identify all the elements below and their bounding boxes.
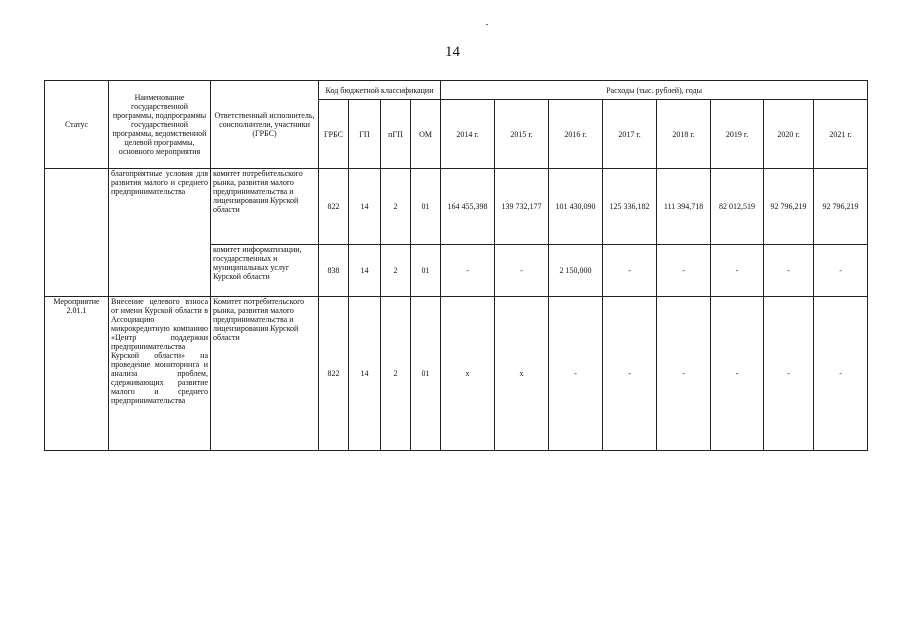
header-year-2016: 2016 г. <box>549 100 603 169</box>
cell-pgp: 2 <box>381 297 411 451</box>
cell-2020: - <box>764 297 814 451</box>
cell-om: 01 <box>411 169 441 245</box>
header-status: Статус <box>45 81 109 169</box>
cell-om: 01 <box>411 297 441 451</box>
row-executor: комитет информатизации, государственных и муниципальных услуг Курской области <box>211 245 319 297</box>
header-year-2019: 2019 г. <box>711 100 764 169</box>
header-code-om: ОМ <box>411 100 441 169</box>
header-year-2021: 2021 г. <box>814 100 868 169</box>
row-name: Внесение целевого взноса от имени Курской области в Ассоциацию микрокредитную компанию «Центр поддержки предпринимательства Курской области» на проведение мониторинга и анализа проблем, сдерживающих развитие малого и среднего предпринимательства <box>109 297 211 451</box>
table-row <box>45 169 868 245</box>
cell-2015: 139 732,177 <box>495 169 549 245</box>
cell-grbs: 838 <box>319 245 349 297</box>
cell-2014: 164 455,398 <box>441 169 495 245</box>
cell-2018: 111 394,718 <box>657 169 711 245</box>
cell-2016: - <box>549 297 603 451</box>
budget-table <box>44 80 868 451</box>
cell-2019: - <box>711 245 764 297</box>
cell-2015: x <box>495 297 549 451</box>
header-year-2014: 2014 г. <box>441 100 495 169</box>
cell-2017: 125 336,182 <box>603 169 657 245</box>
cell-2021: - <box>814 297 868 451</box>
header-code-grbs: ГРБС <box>319 100 349 169</box>
header-year-2015: 2015 г. <box>495 100 549 169</box>
cell-pgp: 2 <box>381 245 411 297</box>
table-row <box>45 297 868 451</box>
cell-2015: - <box>495 245 549 297</box>
cell-2017: - <box>603 245 657 297</box>
header-name: Наименование государственной программы, подпрограммы государственной программы, ведомственной целевой программы, основного мероприятия <box>109 81 211 169</box>
header-year-2018: 2018 г. <box>657 100 711 169</box>
header-executor: Ответственный исполнитель, соисполнители, участники (ГРБС) <box>211 81 319 169</box>
cell-2018: - <box>657 245 711 297</box>
cell-grbs: 822 <box>319 169 349 245</box>
scan-speck <box>486 24 488 25</box>
cell-2020: 92 796,219 <box>764 169 814 245</box>
header-code-gp: ГП <box>349 100 381 169</box>
cell-2018: - <box>657 297 711 451</box>
row-status <box>45 169 109 297</box>
header-year-2017: 2017 г. <box>603 100 657 169</box>
cell-2021: - <box>814 245 868 297</box>
page-number: 14 <box>445 44 460 60</box>
cell-2014: x <box>441 297 495 451</box>
cell-2017: - <box>603 297 657 451</box>
cell-2020: - <box>764 245 814 297</box>
header-budget-code: Код бюджетной классификации <box>319 81 441 100</box>
cell-2019: 82 012,519 <box>711 169 764 245</box>
cell-grbs: 822 <box>319 297 349 451</box>
header-code-pgp: пГП <box>381 100 411 169</box>
cell-gp: 14 <box>349 169 381 245</box>
cell-pgp: 2 <box>381 169 411 245</box>
cell-2014: - <box>441 245 495 297</box>
row-executor: Комитет потребительского рынка, развития малого предпринимательства и лицензирования Курской области <box>211 297 319 451</box>
header-row-1 <box>45 81 868 100</box>
cell-2016: 101 430,090 <box>549 169 603 245</box>
cell-gp: 14 <box>349 297 381 451</box>
row-name: благоприятные условия для развития малого и среднего предпринимательства <box>109 169 211 297</box>
cell-om: 01 <box>411 245 441 297</box>
cell-2021: 92 796,219 <box>814 169 868 245</box>
cell-2019: - <box>711 297 764 451</box>
row-executor: комитет потребительского рынка, развития малого предпринимательства и лицензирования Курской области <box>211 169 319 245</box>
header-expenses: Расходы (тыс. рублей), годы <box>441 81 868 100</box>
row-status: Мероприятие 2.01.1 <box>45 297 109 451</box>
cell-2016: 2 150,000 <box>549 245 603 297</box>
header-year-2020: 2020 г. <box>764 100 814 169</box>
cell-gp: 14 <box>349 245 381 297</box>
